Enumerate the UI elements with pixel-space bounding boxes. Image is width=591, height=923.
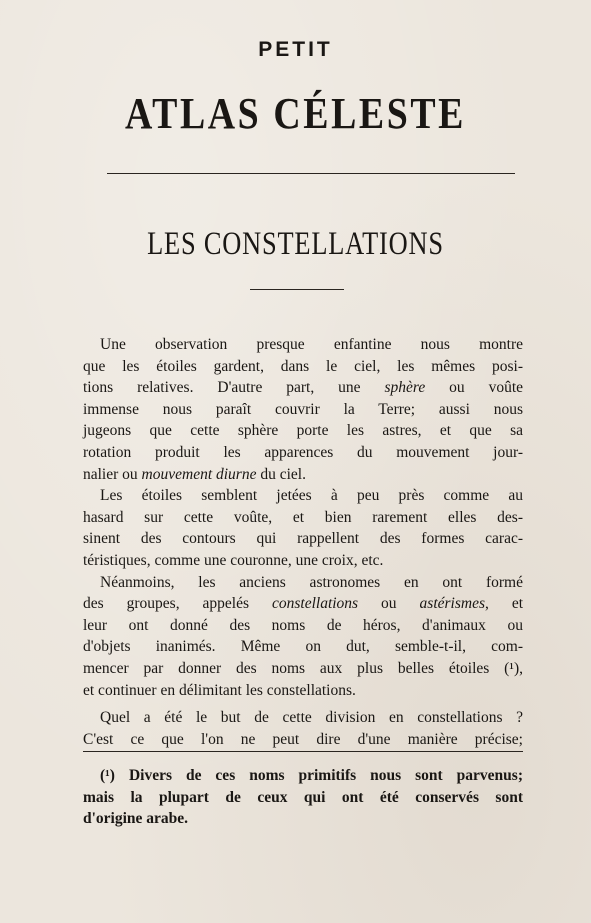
text-fragment: , et	[484, 595, 524, 613]
italic-term: constellations	[271, 595, 359, 613]
text-line: leur ont donné des noms de héros, d'animaux ou	[83, 616, 523, 634]
text-line: sinent des contours qui rappellent des formes carac-	[83, 530, 523, 548]
footnote-line: (¹) Divers de ces noms primitifs nous sont parvenus;	[100, 767, 523, 784]
text-fragment: des groupes, appelés	[83, 595, 272, 613]
footnote-divider	[83, 751, 523, 752]
section-title: LES CONSTELLATIONS	[147, 226, 444, 262]
text-line: jugeons que cette sphère porte les astres, et que sa	[83, 422, 523, 440]
text-fragment: ou voûte	[425, 379, 524, 397]
italic-term: mouvement diurne	[141, 465, 257, 483]
body-text	[83, 334, 523, 750]
italic-term: astérismes	[419, 595, 485, 613]
text-line: téristiques, comme une couronne, une croix, etc.	[83, 551, 384, 569]
italic-term: sphère	[384, 379, 426, 397]
text-line: hasard sur cette voûte, et bien rarement elles des-	[83, 508, 523, 526]
footnote-line: mais la plupart de ceux qui ont été conservés sont	[83, 788, 523, 806]
text-line	[83, 593, 523, 615]
text-line: que les étoiles gardent, dans le ciel, les mêmes posi-	[83, 357, 523, 375]
page-kicker: PETIT	[258, 38, 333, 61]
title-divider	[107, 173, 515, 174]
text-fragment: tions relatives. D'autre part, une	[83, 379, 385, 397]
text-line	[83, 464, 523, 486]
text-line: C'est ce que l'on ne peut dire d'une manière précise;	[83, 730, 523, 748]
text-line: mencer par donner des noms aux plus belles étoiles (¹),	[83, 659, 523, 677]
text-fragment: nalier ou	[83, 465, 142, 483]
text-fragment: du ciel.	[256, 465, 306, 483]
text-line: rotation produit les apparences du mouvement jour-	[83, 443, 523, 461]
text-line: d'objets inanimés. Même on dut, semble-t-il, com-	[83, 638, 523, 656]
text-line: Quel a été le but de cette division en constellations ?	[100, 709, 523, 727]
text-line: et continuer en délimitant les constellations.	[83, 681, 356, 699]
footnote	[83, 765, 523, 830]
page-title: ATLAS CÉLESTE	[125, 89, 466, 138]
footnote-line: d'origine arabe.	[83, 810, 189, 828]
text-line	[83, 377, 523, 399]
text-fragment: ou	[358, 595, 420, 613]
text-line: immense nous paraît couvrir la Terre; aussi nous	[83, 400, 523, 418]
text-line: Une observation presque enfantine nous montre	[100, 336, 523, 353]
text-line: Néanmoins, les anciens astronomes en ont formé	[100, 573, 523, 591]
text-line: Les étoiles semblent jetées à peu près comme au	[100, 487, 523, 505]
section-divider	[250, 289, 344, 290]
